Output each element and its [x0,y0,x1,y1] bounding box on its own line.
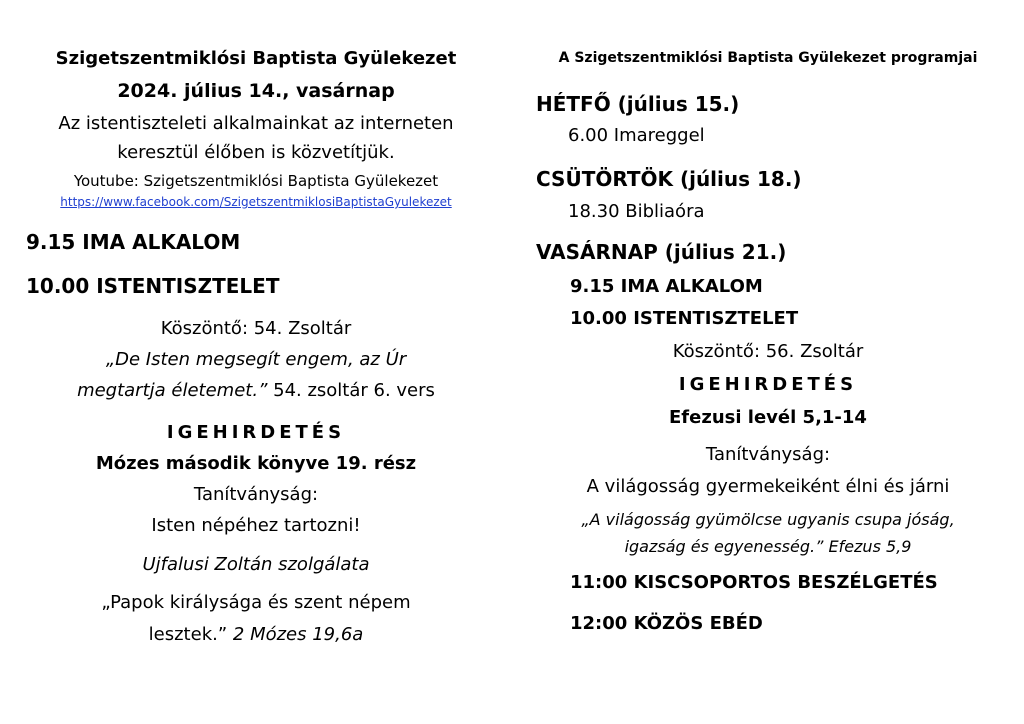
sunday-quote-line-1: „A világosság gyümölcse ugyanis csupa jóság, [581,510,955,529]
sunday-sermon-book: Efezusi levél 5,1-14 [669,407,867,428]
preacher: Ujfalusi Zoltán szolgálata [142,554,370,575]
sunday-prayer: 9.15 IMA ALKALOM [570,276,763,297]
service-date: 2024. július 14., vasárnap [117,80,395,102]
verse-line-2 [0,624,512,645]
sunday-quote-line-2: igazság és egyenesség.” Efezus 5,9 [624,537,912,556]
sunday-greeting: Köszöntő: 56. Zsoltár [672,341,864,362]
quote-line-1: „De Isten megsegít engem, az Úr [105,349,407,370]
sunday-sermon-heading: IGEHIRDETÉS [678,374,858,395]
facebook-link[interactable]: https://www.facebook.com/SzigetszentmiklosiBaptistaGyulekezet [60,195,452,209]
theme-title: Isten népéhez tartozni! [151,515,361,536]
quote-line-2 [0,380,512,401]
monday-item: 6.00 Imareggel [568,125,705,146]
quote-reference: 54. zsoltár 6. vers [267,380,435,401]
sermon-heading: IGEHIRDETÉS [166,422,346,443]
sunday-service: 10.00 ISTENTISZTELET [570,308,799,329]
programs-title: A Szigetszentmiklósi Baptista Gyülekezet programjai [558,50,978,66]
greeting-psalm: Köszöntő: 54. Zsoltár [160,318,352,339]
thursday-item: 18.30 Bibliaóra [568,201,705,222]
sunday-theme-title: A világosság gyermekeiként élni és járni [586,476,950,497]
sunday-theme-label: Tanítványság: [705,444,831,465]
broadcast-line-2: keresztül élőben is közvetítjük. [117,142,395,163]
quote-line-2-text: megtartja életemet.” [77,380,268,401]
verse-line-1: „Papok királysága és szent népem [101,592,411,613]
youtube-channel: Youtube: Szigetszentmiklósi Baptista Gyülekezet [73,172,439,190]
verse-reference: 2 Mózes 19,6a [227,624,364,645]
church-name: Szigetszentmiklósi Baptista Gyülekezet [55,48,457,69]
prayer-time: 9.15 IMA ALKALOM [26,230,241,254]
theme-label: Tanítványság: [193,484,319,505]
verse-line-2-text: lesztek.” [148,624,228,645]
lunch: 12:00 KÖZÖS EBÉD [570,613,763,634]
thursday-heading: CSÜTÖRTÖK (július 18.) [536,167,802,191]
broadcast-line-1: Az istentiszteleti alkalmainkat az interneten [58,113,454,134]
small-groups: 11:00 KISCSOPORTOS BESZÉLGETÉS [570,572,938,593]
monday-heading: HÉTFŐ (július 15.) [536,92,740,116]
sermon-book: Mózes második könyve 19. rész [95,453,417,474]
service-time: 10.00 ISTENTISZTELET [26,274,280,298]
sunday-heading: VASÁRNAP (július 21.) [536,240,787,264]
